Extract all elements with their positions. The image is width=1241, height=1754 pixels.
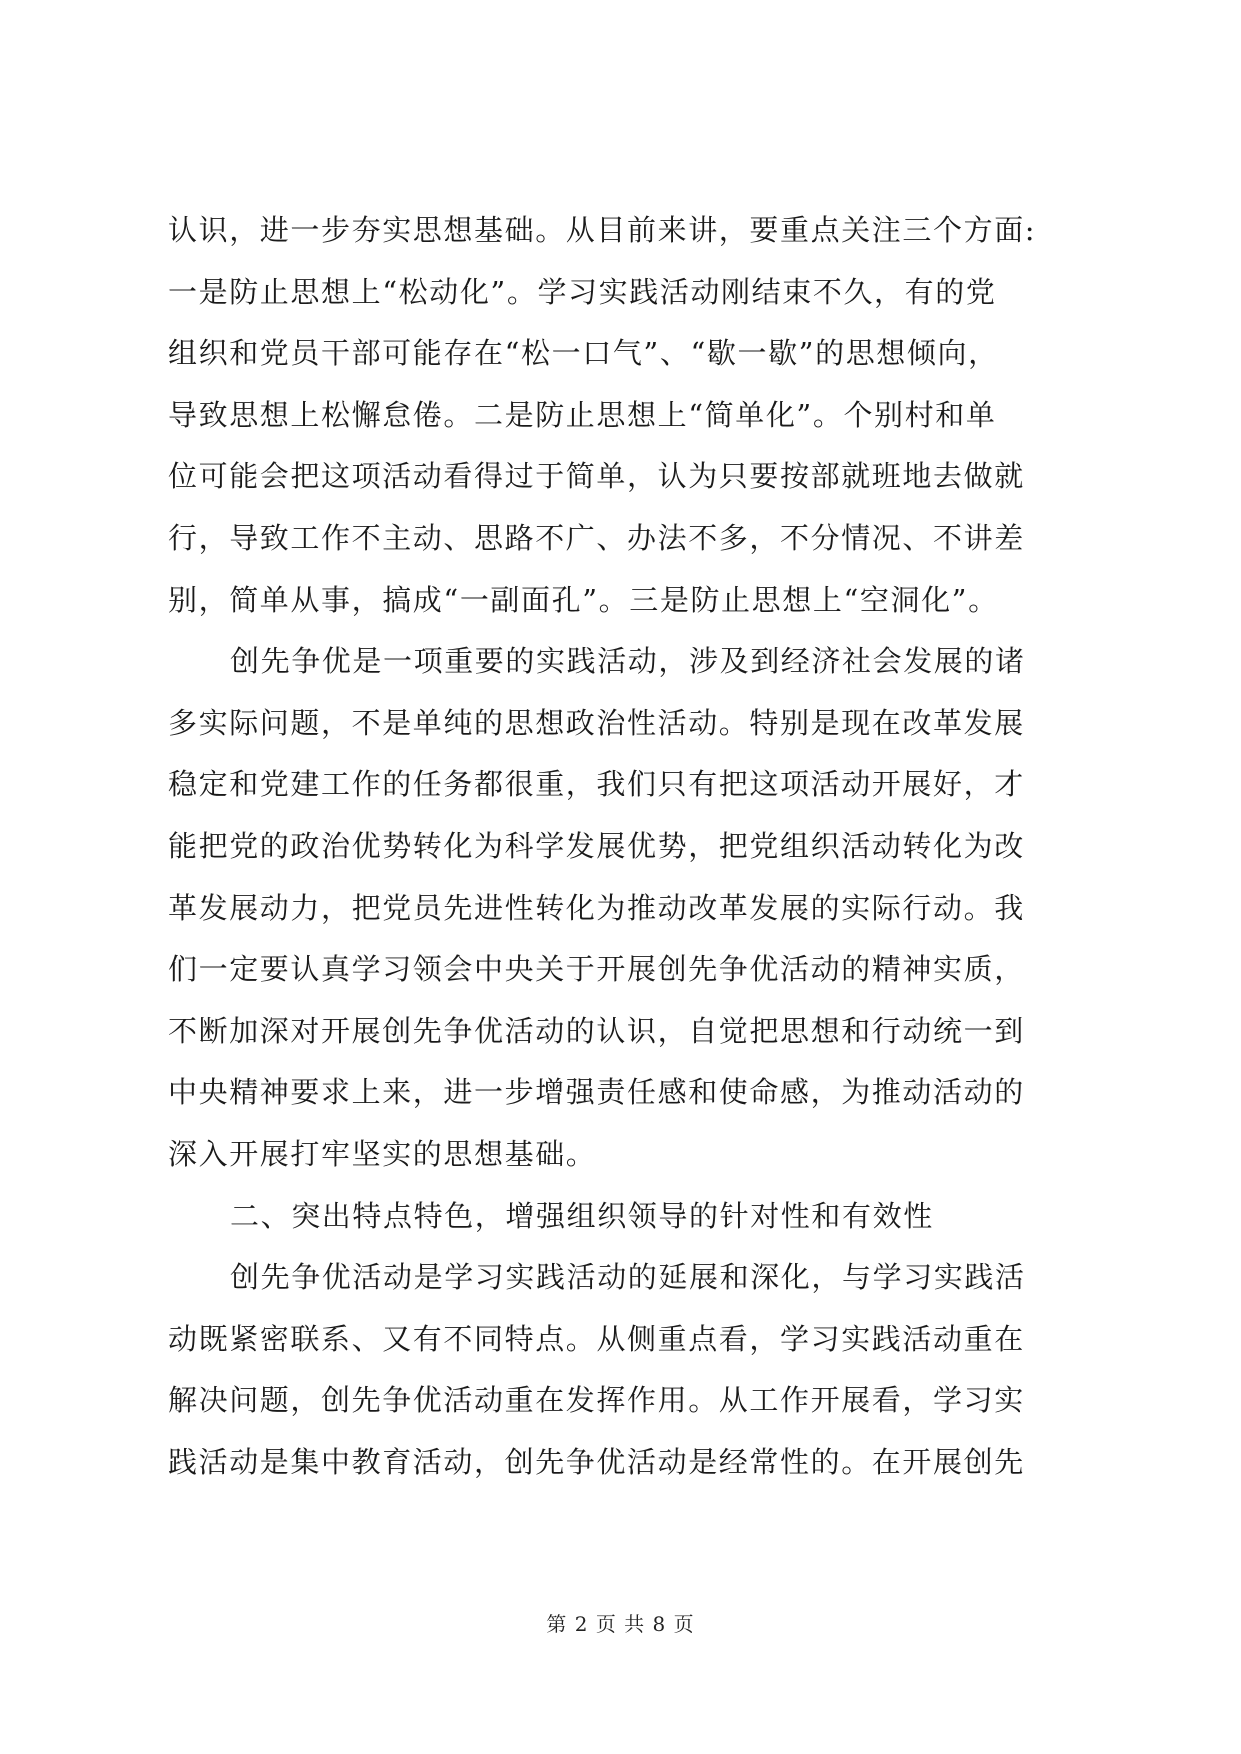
text-line: 多实际问题，不是单纯的思想政治性活动。特别是现在改革发展	[168, 705, 1025, 740]
text-line: 革发展动力，把党员先进性转化为推动改革发展的实际行动。我	[168, 890, 1025, 925]
text-line: 认识，进一步夯实思想基础。从目前来讲，要重点关注三个方面:	[168, 213, 1037, 247]
text-line: 组织和党员干部可能存在“松一口气”、“歇一歇”的思想倾向，	[168, 336, 999, 371]
text-line: 导致思想上松懈怠倦。二是防止思想上“简单化”。个别村和单	[168, 397, 997, 432]
text-line: 动既紧密联系、又有不同特点。从侧重点看，学习实践活动重在	[168, 1321, 1025, 1356]
text-line: 不断加深对开展创先争优活动的认识，自觉把思想和行动统一到	[168, 1013, 1025, 1048]
text-line: 行，导致工作不主动、思路不广、办法不多，不分情况、不讲差	[168, 520, 1025, 555]
text-line: 能把党的政治优势转化为科学发展优势，把党组织活动转化为改	[168, 828, 1025, 863]
page-footer: 第 2 页 共 8 页	[546, 1612, 695, 1636]
body-text	[168, 200, 1090, 1493]
text-line: 深入开展打牢坚实的思想基础。	[168, 1136, 597, 1171]
text-line: 稳定和党建工作的任务都很重，我们只有把这项活动开展好，才	[168, 767, 1025, 802]
text-line: 中央精神要求上来，进一步增强责任感和使命感，为推动活动的	[168, 1075, 1025, 1110]
text-line: 别，简单从事，搞成“一副面孔”。三是防止思想上“空洞化”。	[168, 582, 999, 617]
text-line: 位可能会把这项活动看得过于简单，认为只要按部就班地去做就	[168, 459, 1025, 494]
text-line: 解决问题，创先争优活动重在发挥作用。从工作开展看，学习实	[168, 1383, 1025, 1418]
text-line: 一是防止思想上“松动化”。学习实践活动刚结束不久，有的党	[168, 274, 997, 309]
paragraph-first-line: 二、突出特点特色，增强组织领导的针对性和有效性	[230, 1198, 934, 1233]
paragraph-first-line: 创先争优活动是学习实践活动的延展和深化，与学习实践活	[230, 1260, 1026, 1295]
text-line: 践活动是集中教育活动，创先争优活动是经常性的。在开展创先	[168, 1444, 1025, 1479]
text-line: 们一定要认真学习领会中央关于开展创先争优活动的精神实质，	[168, 952, 1025, 987]
paragraph-first-line: 创先争优是一项重要的实践活动，涉及到经济社会发展的诸	[230, 644, 1026, 679]
